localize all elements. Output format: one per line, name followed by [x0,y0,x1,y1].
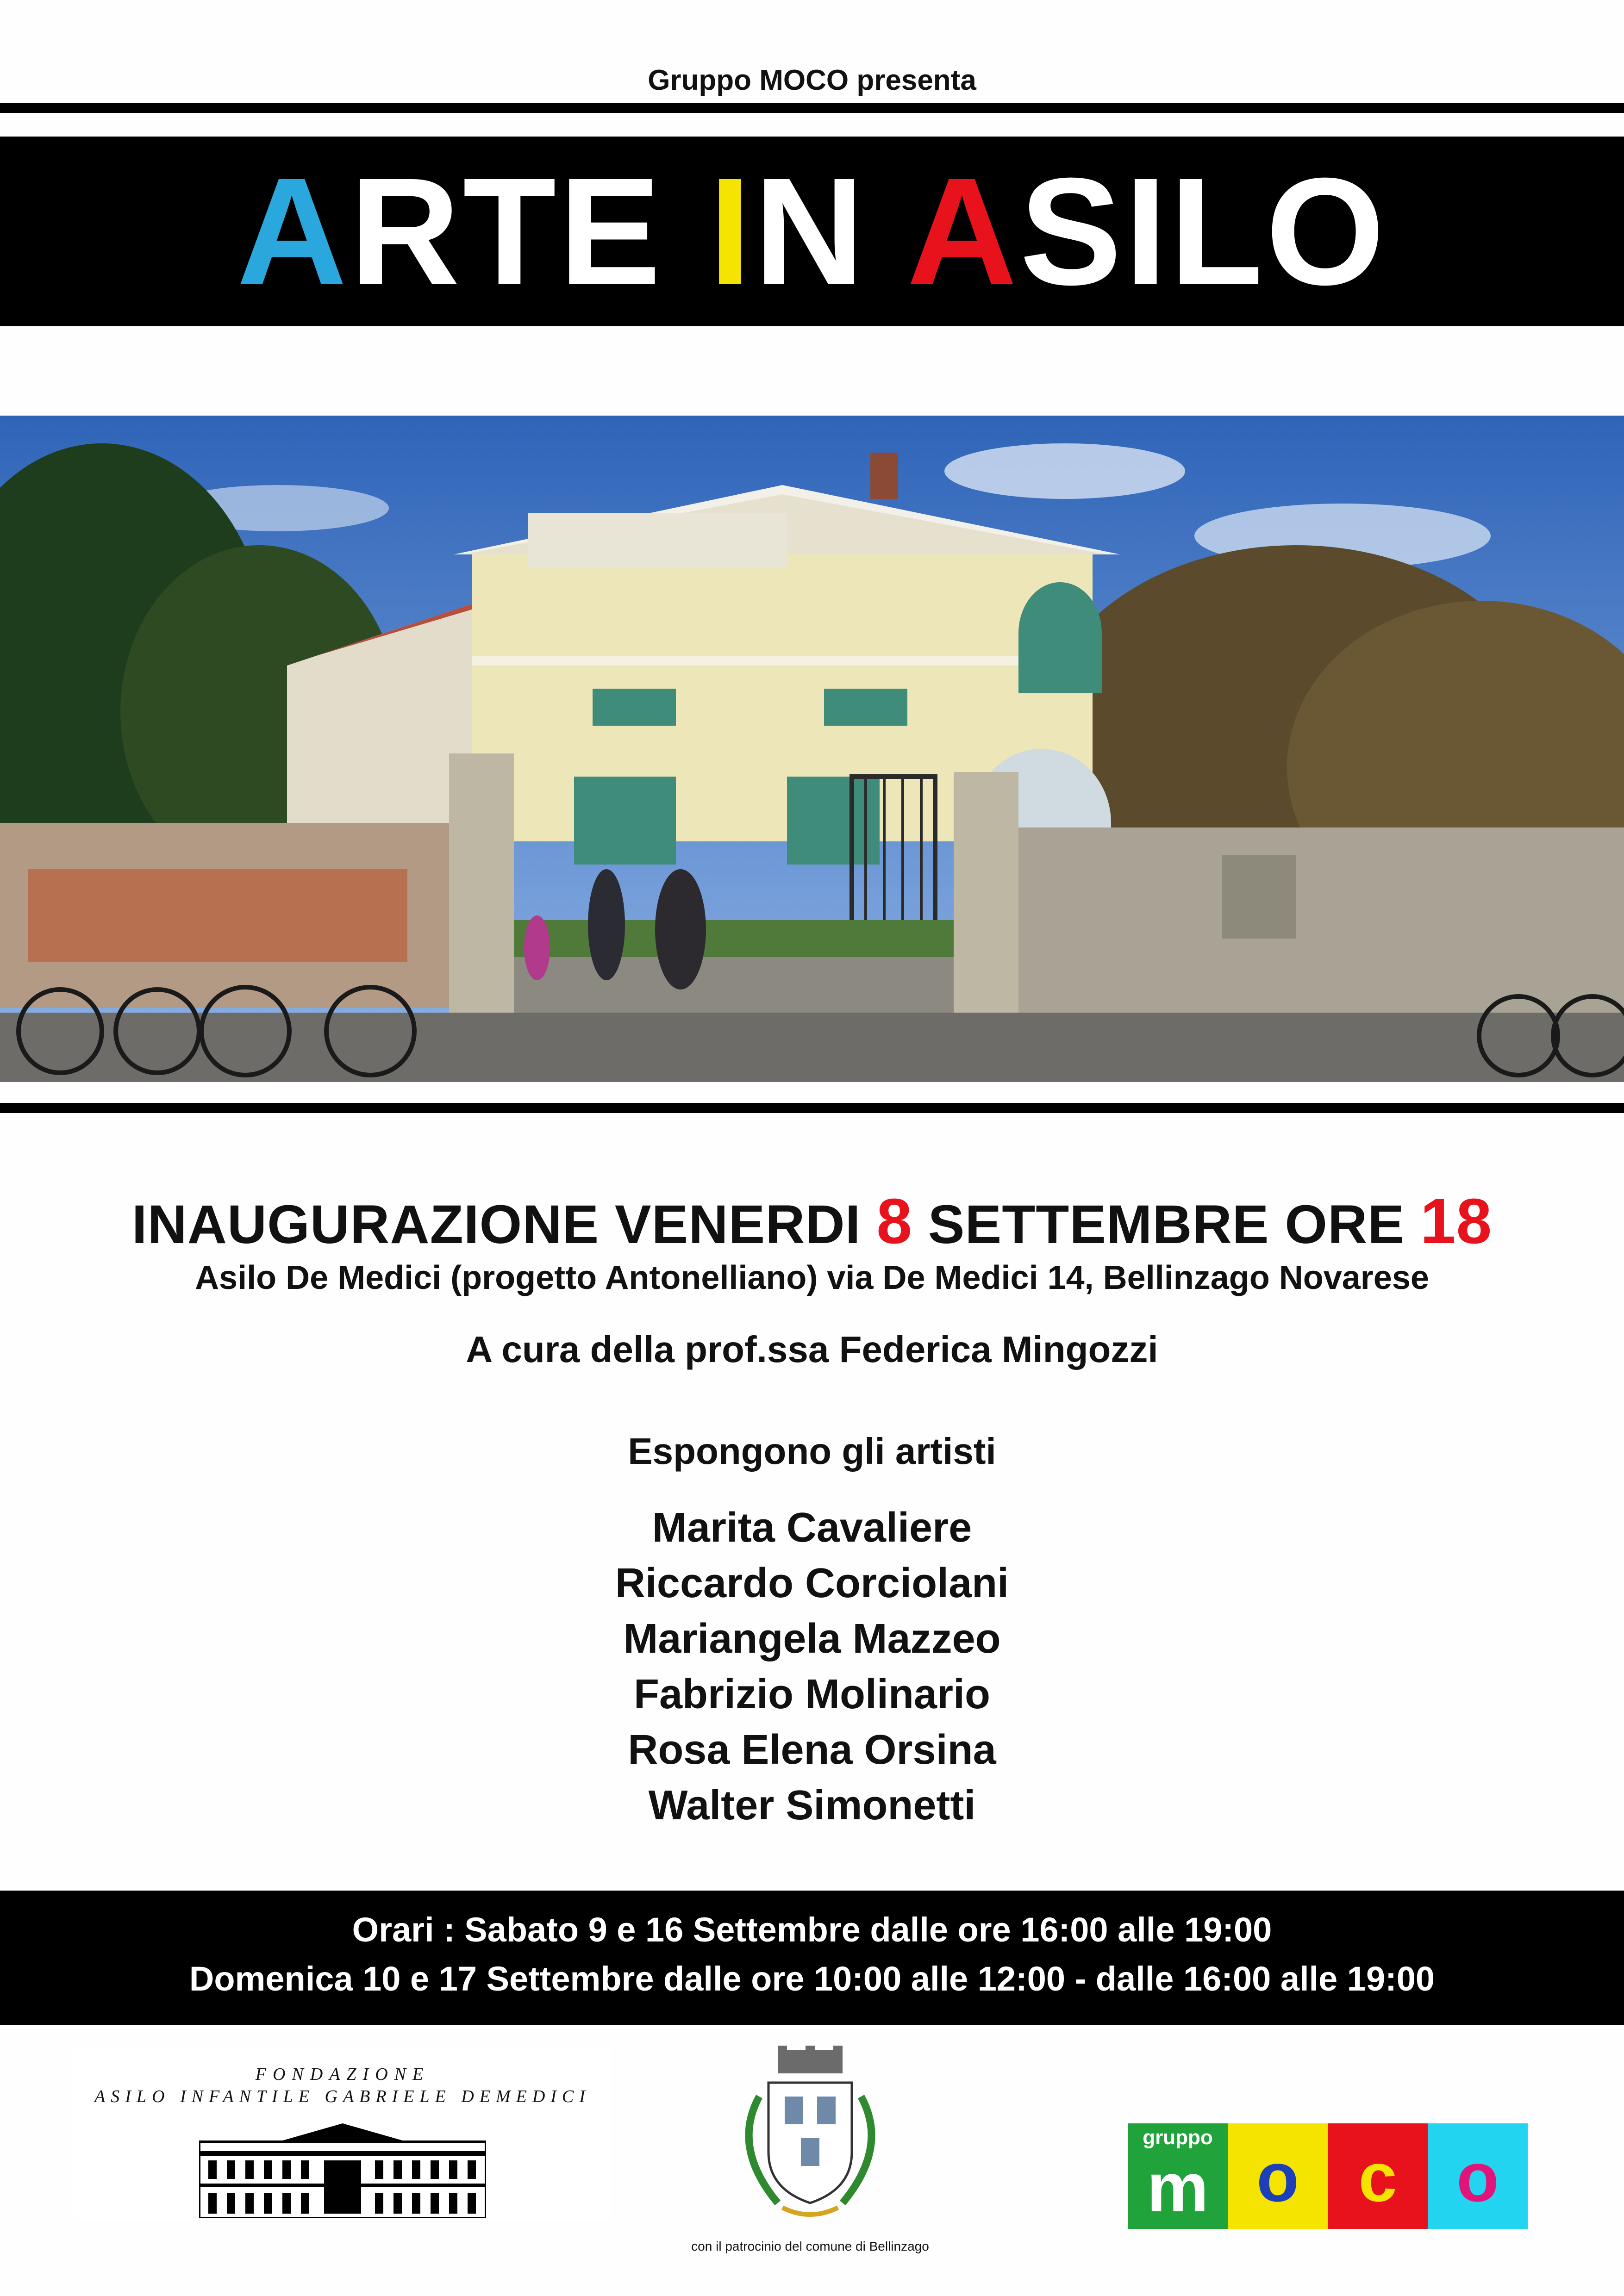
top-rule [0,103,1624,113]
moco-cell-c [1328,2123,1428,2229]
title-part-silo: SILO [1019,146,1387,317]
patronage-text: con il patrocinio del comune di Bellinzago [691,2239,929,2253]
title-part-rte: RTE [350,146,709,317]
title-letter-a1: A [237,146,350,317]
title-letter-a2: A [906,146,1020,317]
inauguration-hour: 18 [1420,1186,1493,1257]
exhibitors-heading: Espongono gli artisti [628,1431,996,1472]
moco-cell-o2 [1428,2123,1528,2229]
artist-name: Rosa Elena Orsina [628,1727,996,1773]
title-letter-i: I [709,146,754,317]
artist-name: Walter Simonetti [648,1782,976,1829]
artist-name: Riccardo Corciolani [615,1560,1009,1606]
comune-coat-of-arms [708,2041,912,2235]
building-photo [0,416,1624,1082]
gruppo-moco-logo [1128,2123,1528,2229]
address-line: Asilo De Medici (progetto Antonelliano) via De Medici 14, Bellinzago Novarese [195,1259,1429,1296]
hours-line-1: Orari : Sabato 9 e 16 Settembre dalle ore 16:00 alle 19:00 [352,1910,1272,1949]
building-illustration [0,416,1624,1082]
artist-name: Fabrizio Molinario [633,1671,990,1717]
presenter-text: Gruppo MOCO presenta [648,64,976,96]
mid-rule [0,1103,1624,1113]
moco-letter: o [1456,2138,1499,2216]
hours-band [0,1891,1624,2025]
moco-letter: m [1147,2148,1209,2226]
artist-name: Mariangela Mazzeo [623,1616,1001,1662]
moco-letter: c [1358,2138,1397,2216]
moco-letter: o [1256,2138,1299,2216]
foundation-building-icon [199,2123,486,2218]
inauguration-middle: SETTEMBRE ORE [912,1194,1420,1255]
hours-line-2: Domenica 10 e 17 Settembre dalle ore 10:00 alle 12:00 - dalle 16:00 alle 19:00 [189,1960,1435,1998]
inauguration-day: 8 [876,1186,913,1257]
title-part-n: N [754,146,907,317]
foundation-logo [74,2046,611,2221]
title-band [0,137,1624,326]
foundation-title: FONDAZIONE [255,2065,430,2084]
inauguration-prefix: INAUGURAZIONE VENERDI [131,1194,877,1255]
inauguration-line [0,1185,1624,1258]
curator-line: A cura della prof.ssa Federica Mingozzi [466,1329,1158,1370]
moco-label: gruppo [1143,2126,1213,2149]
artist-name: Marita Cavaliere [652,1505,972,1551]
moco-cell-o [1228,2123,1328,2229]
page-title [0,137,1624,326]
foundation-name: ASILO INFANTILE GABRIELE DEMEDICI [94,2087,591,2106]
moco-cell-m [1128,2123,1228,2229]
coat-of-arms-icon [708,2041,912,2235]
